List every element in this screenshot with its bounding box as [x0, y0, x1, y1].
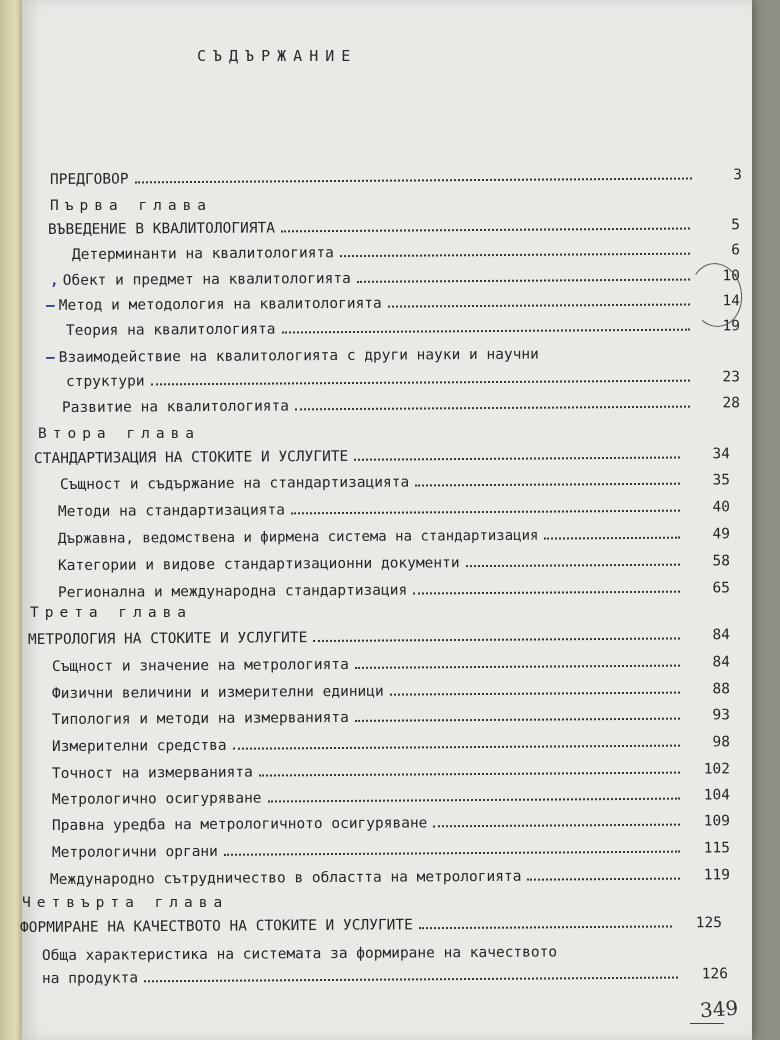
- toc-entry: Точност на измерванията 102: [51, 761, 731, 782]
- toc-entry: — Метод и методология на квалитологията 14: [45, 293, 741, 314]
- toc-entry: на продукта 126: [41, 966, 729, 987]
- leader-dots: [357, 279, 690, 283]
- toc-entry: Същност и значение на метрологията 84: [51, 654, 731, 675]
- toc-entry: Категории и видове стандартизационни документи 58: [57, 553, 731, 574]
- leader-dots: [135, 178, 692, 184]
- toc-entry: Детерминанти на квалитологията 6: [71, 242, 741, 263]
- toc-entry: Метрологично осигуряване 104: [51, 787, 731, 808]
- leader-dots: [268, 798, 680, 803]
- toc-entry: Измерителни средства 98: [51, 734, 731, 755]
- toc-entry: Типология и методи на измерванията 93: [51, 707, 731, 728]
- toc-entry: структури 23: [65, 369, 741, 390]
- leader-dots: [291, 510, 680, 515]
- leader-dots: [355, 718, 680, 722]
- leader-dots: [233, 745, 680, 750]
- toc-entry: Метрологични органи 115: [51, 840, 731, 861]
- page-title: СЪДЪРЖАНИЕ: [197, 47, 358, 65]
- leader-dots: [419, 925, 672, 929]
- leader-dots: [415, 483, 680, 487]
- leader-dots: [295, 406, 690, 411]
- toc-entry: ФОРМИРАНЕ НА КАЧЕСТВОТО НА СТОКИТЕ И УСЛУГИТЕ 125: [19, 915, 723, 936]
- leader-dots: [282, 329, 690, 334]
- leader-dots: [390, 692, 680, 696]
- leader-dots: [313, 637, 680, 642]
- pen-mark: ,: [49, 272, 59, 289]
- toc-entry: Правна уредба на метрологичното осигуряване 109: [51, 813, 731, 834]
- handwritten-page-number: 349: [699, 995, 739, 1023]
- toc-entry-continued: Обща характеристика на системата за формиране на качеството: [41, 944, 558, 964]
- toc-entry: Държавна, ведомствена и фирмена система на стандартизация 49: [57, 526, 731, 547]
- toc-entry: ВЪВЕДЕНИЕ В КВАЛИТОЛОГИЯТА 5: [47, 217, 741, 238]
- chapter-heading: Трета глава: [30, 605, 193, 621]
- leader-dots: [544, 537, 680, 540]
- leader-dots: [259, 772, 680, 777]
- leader-dots: [413, 591, 680, 595]
- toc-entry: , Обект и предмет на квалитологията 10: [49, 268, 741, 289]
- chapter-heading: Първа глава: [50, 198, 213, 214]
- toc-entry: ПРЕДГОВОР 3: [49, 167, 743, 188]
- toc-entry: Методи на стандартизацията 40: [57, 499, 731, 520]
- leader-dots: [151, 380, 690, 386]
- pen-mark: —: [45, 297, 55, 314]
- leader-dots: [388, 304, 690, 308]
- chapter-heading: Втора глава: [38, 426, 201, 442]
- leader-dots: [433, 824, 680, 828]
- leader-dots: [354, 456, 680, 460]
- toc-entry: Физични величини и измерителни единици 88: [51, 681, 731, 702]
- leader-dots: [281, 228, 690, 233]
- toc-entry: СТАНДАРТИЗАЦИЯ НА СТОКИТЕ И УСЛУГИТЕ 34: [33, 446, 731, 467]
- leader-dots: [355, 665, 680, 669]
- leader-dots: [340, 253, 690, 257]
- leader-dots: [144, 977, 678, 983]
- toc-entry: Развитие на квалитологията 28: [61, 395, 741, 416]
- book-page: [19, 0, 752, 1040]
- toc-entry: МЕТРОЛОГИЯ НА СТОКИТЕ И УСЛУГИТЕ 84: [27, 627, 731, 648]
- toc-entry: Международно сътрудничество в областта на метрологията 119: [49, 867, 731, 888]
- handwritten-underline: [690, 1023, 724, 1024]
- leader-dots: [466, 564, 680, 567]
- chapter-heading: Четвърта глава: [22, 895, 229, 911]
- toc-entry: Теория на квалитологията 19: [65, 318, 741, 339]
- leader-dots: [224, 851, 680, 856]
- pen-mark: —: [45, 349, 55, 366]
- toc-entry: Същност и съдържание на стандартизацията 35: [59, 472, 731, 493]
- toc-entry: Регионална и международна стандартизация 65: [57, 580, 731, 601]
- toc-entry-continued: — Взаимодействие на квалитологията с други науки и научни: [45, 346, 539, 366]
- leader-dots: [527, 878, 680, 881]
